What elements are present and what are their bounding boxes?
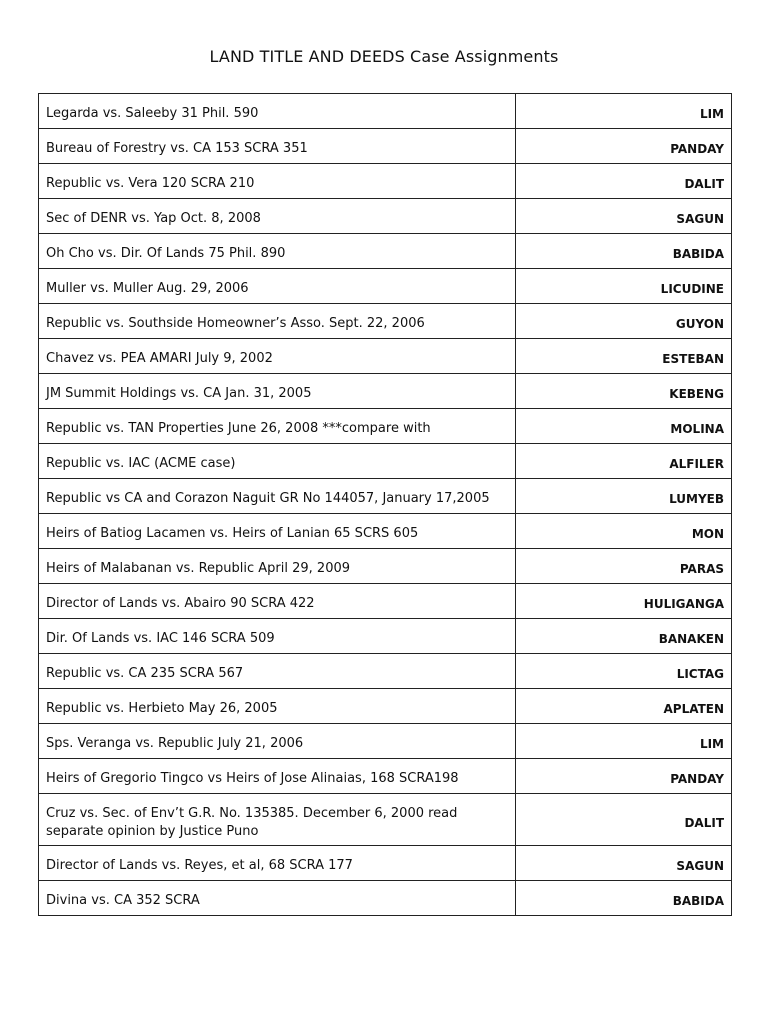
case-title-cell: Divina vs. CA 352 SCRA (39, 881, 516, 916)
case-title-cell: Republic vs. IAC (ACME case) (39, 444, 516, 479)
table-row (39, 689, 732, 724)
assignee-cell: HULIGANGA (516, 584, 732, 619)
assignee-cell: KEBENG (516, 374, 732, 409)
assignee-cell: LIM (516, 724, 732, 759)
table-row (39, 724, 732, 759)
assignee-cell: DALIT (516, 164, 732, 199)
assignee-cell: APLATEN (516, 689, 732, 724)
case-title-cell: Muller vs. Muller Aug. 29, 2006 (39, 269, 516, 304)
case-title-cell: JM Summit Holdings vs. CA Jan. 31, 2005 (39, 374, 516, 409)
case-title-cell: Chavez vs. PEA AMARI July 9, 2002 (39, 339, 516, 374)
table-body (39, 94, 732, 916)
page-title: LAND TITLE AND DEEDS Case Assignments (209, 47, 559, 66)
case-title-cell: Oh Cho vs. Dir. Of Lands 75 Phil. 890 (39, 234, 516, 269)
assignee-cell: PANDAY (516, 759, 732, 794)
table-row (39, 846, 732, 881)
assignee-cell: SAGUN (516, 846, 732, 881)
case-title-cell: Republic vs CA and Corazon Naguit GR No 144057, January 17,2005 (39, 479, 516, 514)
assignee-cell: LUMYEB (516, 479, 732, 514)
table-row (39, 304, 732, 339)
case-title-cell: Director of Lands vs. Abairo 90 SCRA 422 (39, 584, 516, 619)
assignee-cell: LICTAG (516, 654, 732, 689)
table-row (39, 339, 732, 374)
case-title-cell: Sec of DENR vs. Yap Oct. 8, 2008 (39, 199, 516, 234)
assignee-cell: BABIDA (516, 234, 732, 269)
table-row (39, 654, 732, 689)
table-row (39, 794, 732, 846)
table-row (39, 374, 732, 409)
case-title-cell: Director of Lands vs. Reyes, et al, 68 SCRA 177 (39, 846, 516, 881)
table-row (39, 584, 732, 619)
case-title-cell: Republic vs. TAN Properties June 26, 2008 ***compare with (39, 409, 516, 444)
table-row (39, 164, 732, 199)
assignee-cell: DALIT (516, 794, 732, 846)
assignee-cell: MOLINA (516, 409, 732, 444)
case-title-cell: Heirs of Batiog Lacamen vs. Heirs of Lanian 65 SCRS 605 (39, 514, 516, 549)
assignee-cell: PARAS (516, 549, 732, 584)
case-title-cell: Dir. Of Lands vs. IAC 146 SCRA 509 (39, 619, 516, 654)
table-row (39, 269, 732, 304)
assignee-cell: GUYON (516, 304, 732, 339)
table-row (39, 881, 732, 916)
case-title-cell: Legarda vs. Saleeby 31 Phil. 590 (39, 94, 516, 129)
case-title-cell: Bureau of Forestry vs. CA 153 SCRA 351 (39, 129, 516, 164)
case-title-cell: Republic vs. Vera 120 SCRA 210 (39, 164, 516, 199)
table-row (39, 199, 732, 234)
case-title-cell: Heirs of Malabanan vs. Republic April 29, 2009 (39, 549, 516, 584)
assignee-cell: SAGUN (516, 199, 732, 234)
assignee-cell: ESTEBAN (516, 339, 732, 374)
assignee-cell: LIM (516, 94, 732, 129)
case-title-cell: Republic vs. Southside Homeowner’s Asso. Sept. 22, 2006 (39, 304, 516, 339)
case-title-cell: Sps. Veranga vs. Republic July 21, 2006 (39, 724, 516, 759)
table-row (39, 129, 732, 164)
table-row (39, 444, 732, 479)
table-row (39, 409, 732, 444)
case-title-cell: Cruz vs. Sec. of Env’t G.R. No. 135385. December 6, 2000 read separate opinion by Justice Puno (39, 794, 516, 846)
case-title-cell: Heirs of Gregorio Tingco vs Heirs of Jose Alinaias, 168 SCRA198 (39, 759, 516, 794)
table-row (39, 94, 732, 129)
assignee-cell: PANDAY (516, 129, 732, 164)
assignee-cell: ALFILER (516, 444, 732, 479)
assignee-cell: BABIDA (516, 881, 732, 916)
table-row (39, 759, 732, 794)
assignee-cell: BANAKEN (516, 619, 732, 654)
assignee-cell: LICUDINE (516, 269, 732, 304)
case-title-cell: Republic vs. CA 235 SCRA 567 (39, 654, 516, 689)
table-row (39, 549, 732, 584)
table-row (39, 619, 732, 654)
assignee-cell: MON (516, 514, 732, 549)
case-title-cell: Republic vs. Herbieto May 26, 2005 (39, 689, 516, 724)
case-assignments-table (38, 93, 732, 916)
table-row (39, 514, 732, 549)
table-row (39, 234, 732, 269)
table-row (39, 479, 732, 514)
